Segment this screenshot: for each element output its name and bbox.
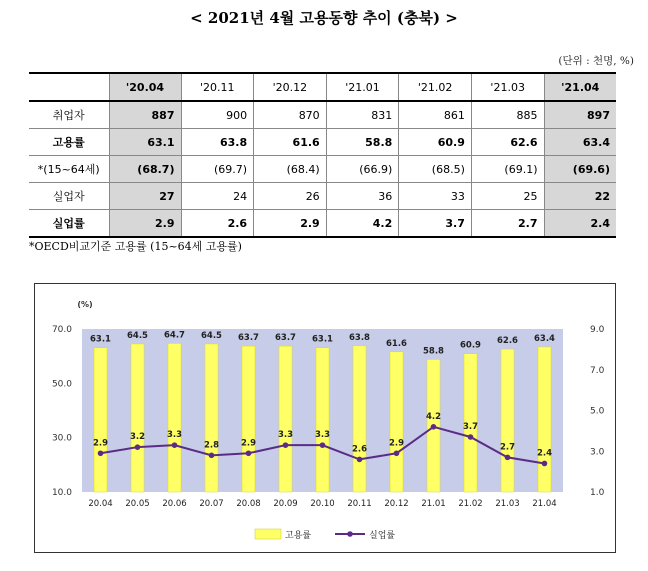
bar-value-label: 64.5 xyxy=(201,330,222,341)
bar-value-label: 58.8 xyxy=(423,346,444,357)
footnote: *OECD비교기준 고용률 (15~64세 고용률) xyxy=(29,240,242,253)
y-left-tick-label: 70.0 xyxy=(51,325,72,335)
bar-value-label: 63.7 xyxy=(238,333,259,344)
y-right-tick-label: 1.0 xyxy=(590,488,605,498)
table-header-cell: '21.01 xyxy=(326,73,399,101)
table-cell: 24 xyxy=(181,183,254,210)
bar-value-label: 62.6 xyxy=(497,336,518,347)
line-point-20.08 xyxy=(246,450,252,456)
x-tick-label: 21.03 xyxy=(495,499,520,509)
x-tick-label: 20.07 xyxy=(199,499,224,509)
legend-bar-label: 고용률 xyxy=(285,531,312,541)
table-cell: (68.4) xyxy=(254,156,327,183)
line-point-20.12 xyxy=(394,450,400,456)
line-point-21.04 xyxy=(542,461,548,467)
table-cell: 2.9 xyxy=(254,210,327,238)
bar-20.04 xyxy=(94,348,107,492)
x-tick-label: 20.04 xyxy=(88,499,113,509)
x-tick-label: 20.11 xyxy=(347,499,372,509)
table-cell: 4.2 xyxy=(326,210,399,238)
table-header-cell: '21.03 xyxy=(471,73,544,101)
line-point-20.11 xyxy=(357,457,363,463)
y-right-tick-label: 9.0 xyxy=(590,325,605,335)
y-left-tick-label: 30.0 xyxy=(51,433,72,444)
bar-value-label: 63.4 xyxy=(534,333,555,344)
bar-21.03 xyxy=(501,349,514,492)
x-tick-label: 20.10 xyxy=(310,499,335,509)
x-tick-label: 20.09 xyxy=(273,499,298,509)
y-right-tick-label: 7.0 xyxy=(590,365,605,376)
bar-value-label: 63.1 xyxy=(90,334,111,345)
page-title: < 2021년 4월 고용동향 추이 (충북) > xyxy=(190,9,458,27)
table-row xyxy=(29,210,616,238)
unit-label: (단위 : 천명, %) xyxy=(558,55,634,67)
row-label: 실업률 xyxy=(29,210,109,238)
table-cell: 3.7 xyxy=(399,210,472,238)
bar-20.08 xyxy=(242,346,255,492)
bar-value-label: 63.8 xyxy=(349,332,370,343)
x-tick-label: 20.05 xyxy=(125,499,150,509)
row-label: 고용률 xyxy=(29,129,109,156)
table-cell: 62.6 xyxy=(471,129,544,156)
stats-table xyxy=(29,72,616,238)
table-cell: 27 xyxy=(109,183,181,210)
table-cell: (68.7) xyxy=(109,156,181,183)
bar-value-label: 64.7 xyxy=(164,330,185,341)
x-tick-label: 20.12 xyxy=(384,499,409,509)
y-left-tick-label: 50.0 xyxy=(51,379,72,390)
table-cell: 870 xyxy=(254,101,327,129)
table-cell: 900 xyxy=(181,101,254,129)
table-cell: 22 xyxy=(544,183,616,210)
table-cell: 897 xyxy=(544,101,616,129)
table-cell: 63.8 xyxy=(181,129,254,156)
table-cell: (69.7) xyxy=(181,156,254,183)
bar-20.10 xyxy=(316,348,329,492)
line-value-label: 3.3 xyxy=(166,430,183,441)
legend-line-marker xyxy=(347,531,353,537)
table-cell: 26 xyxy=(254,183,327,210)
table-header-row xyxy=(29,73,616,101)
table-cell: 33 xyxy=(399,183,472,210)
y-right-tick-label: 5.0 xyxy=(590,406,605,417)
table-cell: 25 xyxy=(471,183,544,210)
line-point-20.07 xyxy=(209,453,215,459)
bar-value-label: 63.1 xyxy=(312,334,333,345)
x-tick-label: 21.01 xyxy=(421,499,446,509)
bar-value-label: 63.7 xyxy=(275,333,296,344)
table-header-cell xyxy=(29,73,109,101)
line-value-label: 3.3 xyxy=(314,430,331,441)
bar-20.12 xyxy=(390,352,403,492)
table-cell: 861 xyxy=(399,101,472,129)
x-tick-label: 20.06 xyxy=(162,499,187,509)
bar-20.06 xyxy=(168,343,181,492)
line-point-21.02 xyxy=(468,434,474,440)
bar-20.11 xyxy=(353,346,366,492)
bar-20.07 xyxy=(205,344,218,492)
line-value-label: 3.7 xyxy=(462,421,479,432)
table-header-cell: '21.04 xyxy=(544,73,616,101)
x-tick-label: 20.08 xyxy=(236,499,261,509)
table-header-cell: '21.02 xyxy=(399,73,472,101)
table-row xyxy=(29,129,616,156)
table-row xyxy=(29,183,616,210)
table-cell: (69.6) xyxy=(544,156,616,183)
line-point-21.01 xyxy=(431,424,437,430)
table-header-cell: '20.11 xyxy=(181,73,254,101)
line-value-label: 4.2 xyxy=(425,411,442,422)
combo-chart xyxy=(35,284,615,552)
table-cell: 885 xyxy=(471,101,544,129)
bar-value-label: 64.5 xyxy=(127,330,148,341)
table-cell: 61.6 xyxy=(254,129,327,156)
table-cell: 831 xyxy=(326,101,399,129)
x-tick-label: 21.04 xyxy=(532,499,557,509)
legend-bar-swatch xyxy=(255,529,281,539)
table-cell: 60.9 xyxy=(399,129,472,156)
chart-frame xyxy=(34,283,616,553)
line-point-21.03 xyxy=(505,455,511,461)
bar-21.04 xyxy=(538,347,551,492)
row-label: 취업자 xyxy=(29,101,109,129)
table-row xyxy=(29,156,616,183)
table-cell: 63.1 xyxy=(109,129,181,156)
row-label: *(15~64세) xyxy=(29,156,109,183)
line-value-label: 2.6 xyxy=(351,444,368,455)
line-point-20.04 xyxy=(98,450,104,456)
table-cell: 63.4 xyxy=(544,129,616,156)
table-cell: 2.9 xyxy=(109,210,181,238)
legend-line-label: 실업률 xyxy=(369,531,396,541)
table-cell: 2.7 xyxy=(471,210,544,238)
y-left-axis-label: (%) xyxy=(77,300,93,309)
line-point-20.05 xyxy=(135,444,141,450)
bar-20.05 xyxy=(131,344,144,492)
table-cell: 36 xyxy=(326,183,399,210)
y-right-tick-label: 3.0 xyxy=(590,447,605,458)
line-value-label: 3.3 xyxy=(277,430,294,441)
line-value-label: 3.2 xyxy=(129,432,146,443)
table-header-cell: '20.04 xyxy=(109,73,181,101)
table-cell: 887 xyxy=(109,101,181,129)
line-point-20.06 xyxy=(172,442,178,448)
table-cell: 2.6 xyxy=(181,210,254,238)
y-left-tick-label: 10.0 xyxy=(51,488,72,498)
row-label: 실업자 xyxy=(29,183,109,210)
line-point-20.10 xyxy=(320,442,326,448)
table-row xyxy=(29,101,616,129)
table-cell: (66.9) xyxy=(326,156,399,183)
line-value-label: 2.9 xyxy=(92,438,109,449)
table-cell: 58.8 xyxy=(326,129,399,156)
table-header-cell: '20.12 xyxy=(254,73,327,101)
table-cell: 2.4 xyxy=(544,210,616,238)
bar-value-label: 61.6 xyxy=(386,338,407,349)
line-value-label: 2.7 xyxy=(499,442,516,453)
line-value-label: 2.9 xyxy=(240,438,257,449)
bar-value-label: 60.9 xyxy=(460,340,481,351)
line-point-20.09 xyxy=(283,442,289,448)
line-value-label: 2.8 xyxy=(203,440,220,451)
table-cell: (69.1) xyxy=(471,156,544,183)
line-value-label: 2.9 xyxy=(388,438,405,449)
table-cell: (68.5) xyxy=(399,156,472,183)
bar-20.09 xyxy=(279,346,292,492)
line-value-label: 2.4 xyxy=(536,448,553,459)
x-tick-label: 21.02 xyxy=(458,499,483,509)
